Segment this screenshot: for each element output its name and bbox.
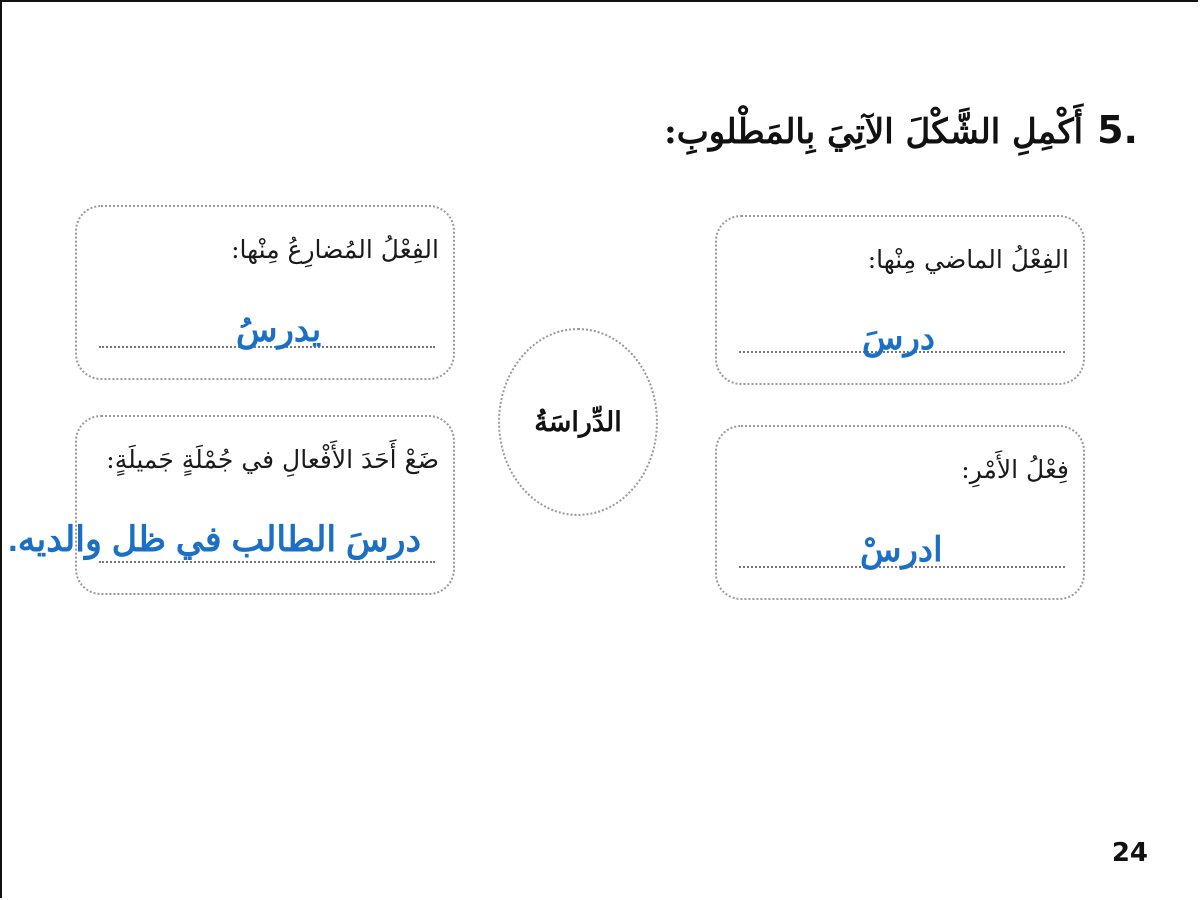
present-verb-answer: يدرسُ [236, 311, 322, 349]
imperative-verb-box [715, 425, 1085, 600]
sentence-label: ضَعْ أَحَدَ الأَفْعالِ في جُمْلَةٍ جَميلَةٍ: [106, 445, 439, 474]
answer-line [99, 561, 435, 563]
past-verb-label: الفِعْلُ الماضي مِنْها: [867, 245, 1069, 274]
question-heading [664, 108, 1138, 152]
imperative-verb-answer: ادرسْ [860, 531, 943, 569]
sentence-answer: درسَ الطالب في ظل والديه. [8, 520, 422, 559]
past-verb-answer: درسَ [862, 319, 936, 357]
center-word: الدِّراسَةُ [534, 406, 622, 438]
imperative-verb-label: فِعْلُ الأَمْرِ: [961, 455, 1069, 484]
past-verb-box [715, 215, 1085, 385]
present-verb-label: الفِعْلُ المُضارِعُ مِنْها: [231, 235, 439, 264]
question-number: 5. [1097, 108, 1138, 152]
sentence-box [75, 415, 455, 595]
page-number: 24 [1111, 838, 1148, 868]
center-word-circle [498, 328, 658, 516]
question-text: أَكْمِلِ الشَّكْلَ الآتِيَ بِالمَطْلوبِ: [664, 112, 1084, 152]
present-verb-box [75, 205, 455, 380]
